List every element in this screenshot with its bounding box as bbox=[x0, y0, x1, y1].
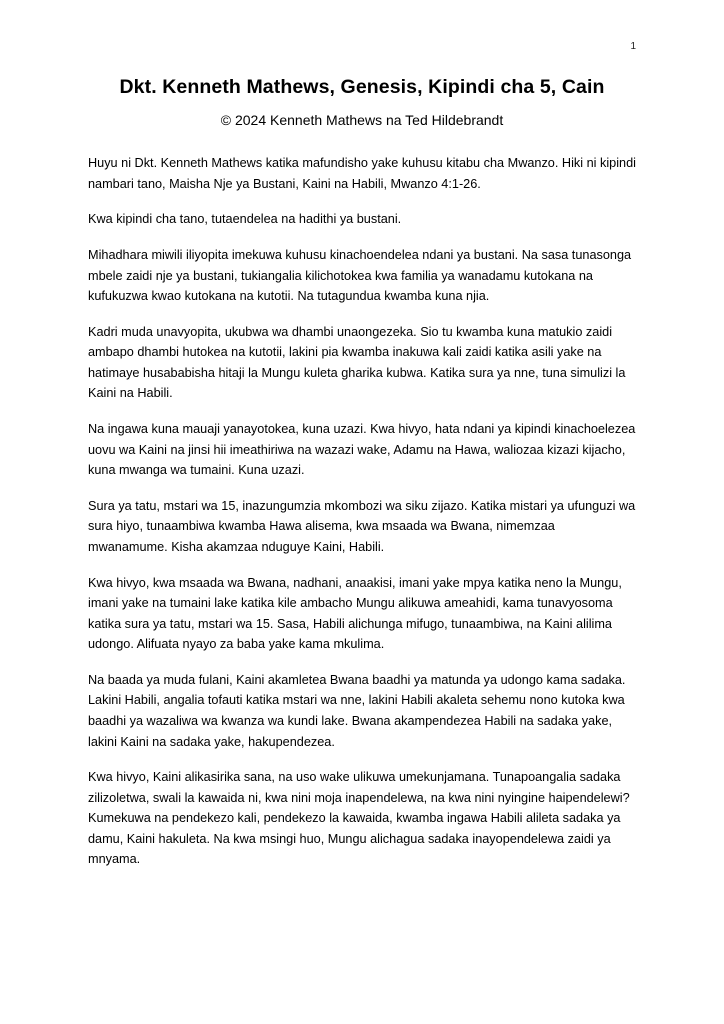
paragraph: Kadri muda unavyopita, ukubwa wa dhambi unaongezeka. Sio tu kwamba kuna matukio zaidi ambapo dhambi hutokea na kutotii, lakini pia kwamba inakuwa kali zaidi katika asili yake na hatimaye husababisha hitaji la Mungu kuleta gharika kubwa. Katika sura ya nne, tuna simulizi la Kaini na Habili. bbox=[88, 324, 626, 401]
page-number: 1 bbox=[630, 41, 636, 52]
copyright-line: © 2024 Kenneth Mathews na Ted Hildebrandt bbox=[220, 111, 504, 128]
paragraph: Kwa hivyo, kwa msaada wa Bwana, nadhani, anaakisi, imani yake mpya katika neno la Mungu, imani yake na tumaini lake katika kile ambacho Mungu alikuwa ameahidi, kama tunavyosoma katika sura ya tatu, mstari wa 15. Sasa, Habili alichunga mifugo, tunaambiwa, na Kaini alilima udongo. Alifuata nyayo za baba yake kama mkulima. bbox=[88, 575, 622, 652]
paragraph: Sura ya tatu, mstari wa 15, inazungumzia mkombozi wa siku zijazo. Katika mistari ya ufunguzi wa sura hiyo, tunaambiwa kwamba Hawa alisema, kwa msaada wa Bwana, nimemzaa mwanamume. Kisha akamzaa nduguye Kaini, Habili. bbox=[88, 498, 636, 554]
paragraph: Kwa hivyo, Kaini alikasirika sana, na uso wake ulikuwa umekunjamana. Tunapoangalia sadaka zilizoletwa, swali la kawaida ni, kwa nini moja inapendelewa, na kwa nini nyingine haipendelewi? Kumekuwa na pendekezo kali, pendekezo la kawaida, kwamba ingawa Habili alileta sadaka ya damu, Kaini hakuleta. Na kwa msingi huo, Mungu alichagua sadaka inayopendelewa zaidi ya mnyama. bbox=[88, 770, 630, 867]
paragraph: Mihadhara miwili iliyopita imekuwa kuhusu kinachoendelea ndani ya bustani. Na sasa tunasonga mbele zaidi nje ya bustani, tukiangalia kilichotokea kwa familia ya wanadamu kutokana na kufukuzwa kwao kutokana na kutotii. Na tutagundua kwamba kuna njia. bbox=[88, 248, 632, 304]
paragraph: Na ingawa kuna mauaji yanayotokea, kuna uzazi. Kwa hivyo, hata ndani ya kipindi kinachoelezea uovu wa Kaini na jinsi hii imeathiriwa na wazazi wake, Adamu na Hawa, waliozaa kizazi kijacho, kuna mwanga wa tumaini. Kuna uzazi. bbox=[88, 422, 636, 478]
body-text bbox=[88, 153, 636, 870]
paragraph: Huyu ni Dkt. Kenneth Mathews katika mafundisho yake kuhusu kitabu cha Mwanzo. Hiki ni kipindi nambari tano, Maisha Nje ya Bustani, Kaini na Habili, Mwanzo 4:1-26. bbox=[88, 156, 636, 191]
page-title: Dkt. Kenneth Mathews, Genesis, Kipindi cha 5, Cain bbox=[119, 76, 605, 98]
paragraph: Na baada ya muda fulani, Kaini akamletea Bwana baadhi ya matunda ya udongo kama sadaka. Lakini Habili, angalia tofauti katika mstari wa nne, lakini Habili akaleta sehemu nono kutoka kwa baadhi ya wazaliwa wa kwanza wa kundi lake. Bwana akampendezea Habili na sadaka yake, lakini Kaini na sadaka yake, hakupendezea. bbox=[88, 672, 626, 749]
paragraph: Kwa kipindi cha tano, tutaendelea na hadithi ya bustani. bbox=[88, 212, 402, 227]
